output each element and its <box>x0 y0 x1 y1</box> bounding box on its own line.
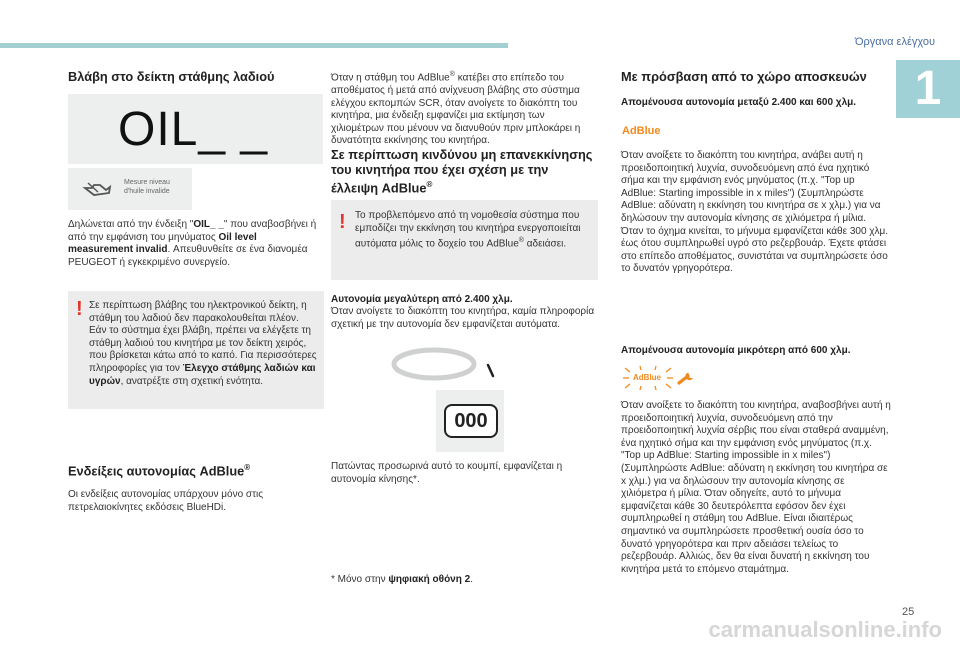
adblue-flashing-icon <box>622 364 674 392</box>
adblue-range-title: Ενδείξεις αυτονομίας AdBlue® <box>68 463 251 479</box>
restart-note-box <box>331 200 598 280</box>
adblue-flashing-label: AdBlue <box>633 373 661 382</box>
adblue-warning-icon: AdBlue <box>622 125 661 137</box>
warning-icon: ! <box>339 211 346 233</box>
range-2400-600-text: Όταν ανοίξετε το διακόπτη του κινητήρα, ανάβει αυτή η προειδοποιητική λυχνία, συνοδευόμενη από ένα ηχητικό σήμα και την εμφάνιση ενός μηνύματος (π.χ. "Top up AdBlue: Starting impossible in x miles") (Συμπληρώστε AdBlue: αδύνατη η εκκίνηση του κινητήρα σε x χλμ.) για να δηλώσουν την αυτονομία κίνησης σε χιλιόμετρα ή μίλια. Όταν το όχημα κινείται, το μήνυμα εμφανίζεται κάθε 300 χλμ. έως ότου συμπληρωθεί υγρό στο ρεζερβουάρ. Έχετε φτάσει στο επίπεδο αποθέματος, συνιστάται να συμπληρώσετε όσο το δυνατόν γρηγορότερα. <box>621 150 889 275</box>
watermark: carmanualsonline.info <box>708 617 942 642</box>
footnote: * Μόνο στην ψηφιακή οθόνη 2. <box>331 574 473 585</box>
range-over-2400-heading: Αυτονομία μεγαλύτερη από 2.400 χλμ. <box>331 294 513 305</box>
oil-fault-title: Βλάβη στο δείκτη στάθμης λαδιού <box>68 69 275 84</box>
restart-risk-title: Σε περίπτωση κινδύνου μη επανεκκίνησης του κινητήρα που έχει σχέση με την έλλειψη AdBlue® <box>331 147 593 196</box>
restart-note-text: Το προβλεπόμενο από τη νομοθεσία σύστημα που εμποδίζει την εκκίνηση του κινητήρα ενεργοποιείται αυτόματα μόλις το δοχείο του AdBlue® αδειάσει. <box>355 210 581 250</box>
warning-icon: ! <box>76 298 83 320</box>
oil-display-illustration <box>68 94 323 164</box>
trunk-access-title: Με πρόσβαση από το χώρο αποσκευών <box>621 69 867 84</box>
section-header: Όργανα ελέγχου <box>855 36 935 48</box>
oil-warning-illustration <box>68 168 192 210</box>
oil-display-text: OIL_ _ <box>118 103 269 156</box>
oil-note-box <box>68 291 324 409</box>
instrument-panel-sketch <box>376 343 516 385</box>
top-accent-bar <box>0 43 508 48</box>
range-button-icon: 000 <box>444 404 498 438</box>
range-under-600-heading: Απομένουσα αυτονομία μικρότερη από 600 χλμ. <box>621 345 851 356</box>
oil-note-text: Σε περίπτωση βλάβης του ηλεκτρονικού δείκτη, η στάθμη του λαδιού δεν παρακολουθείται πλέον. Εάν το σύστημα έχει βλάβη, πρέπει να ελέγξετε τη στάθμη λαδιού του κινητήρα με τον δείκτη χειρός, που βρίσκεται κάτω από το καπό. Για περισσότερες πληροφορίες για τον Έλεγχο στάθμης λαδιών και υγρών, ανατρέξτε στη σχετική ενότητα. <box>89 300 317 387</box>
adblue-range-intro: Οι ενδείξεις αυτονομίας υπάρχουν μόνο στις πετρελαιοκίνητες εκδόσεις BlueHDi. <box>68 489 264 513</box>
oil-fault-description: Δηλώνεται από την ένδειξη "OIL_ _" που αναβοσβήνει ή από την εμφάνιση του μηνύματος Oil level measurement invalid. Απευθυνθείτε σε ένα διανομέα PEUGEOT ή εγκεκριμένο συνεργείο. <box>68 219 317 268</box>
range-over-2400-text: Όταν ανοίγετε το διακόπτη του κινητήρα, καμία πληροφορία σχετική με την αυτονομία δεν εμφανίζεται αυτόματα. <box>331 306 595 330</box>
range-button-illustration <box>436 390 504 452</box>
oil-can-icon <box>82 177 112 201</box>
chapter-number: 1 <box>896 60 960 118</box>
page-number: 25 <box>902 606 915 618</box>
range-button-text: Πατώντας προσωρινά αυτό το κουμπί, εμφανίζεται η αυτονομία κίνησης*. <box>331 461 563 485</box>
wrench-icon <box>676 370 696 386</box>
range-under-600-text: Όταν ανοίξετε το διακόπτη του κινητήρα, αναβοσβήνει αυτή η προειδοποιητική λυχνία, συνοδευόμενη από την προειδοποιητική λυχνία σέρβις που είναι σταθερά αναμμένη, ένα ηχητικό σήμα και την εμφάνιση ενός μηνύματος (π.χ. "Top up AdBlue: Starting impossible in x miles") (Συμπληρώστε AdBlue: αδύνατη η εκκίνηση του κινητήρα σε x χλμ.) για να δηλώσουν την αυτονομία κίνησης σε χιλιόμετρα ή μίλια. Όταν οδηγείτε, αυτό το μήνυμα εμφανίζεται κάθε 30 δευτερόλεπτα εφόσον δεν έχει συμπληρωθεί η στάθμη του AdBlue. Είναι ιδιαιτέρως σημαντικό να συμπληρώσετε προσθετική ουσία όσο το δυνατό γρηγορότερα και πριν αδειάσει τελείως το ρεζερβουάρ. Αλλιώς, δεν θα είναι δυνατή η εκκίνηση του κινητήρα μετά το επόμενο σταμάτημα. <box>621 400 891 575</box>
adblue-level-text: Όταν η στάθμη του AdBlue® κατέβει στο επίπεδο του αποθέματος ή μετά από ανίχνευση βλάβης στο σύστημα ελέγχου εκπομπών SCR, όταν ανοίγετε το διακόπτη του κινητήρα, μια ένδειξη εμφανίζει μια εκτίμηση των χιλιομέτρων που μένουν να διανυθούν πριν μπλοκάρει η δυνατότητα εκκίνησης του κινητήρα. <box>331 71 581 147</box>
oil-warning-label: Mesure niveau d'huile invalide <box>124 179 170 195</box>
range-2400-600-heading: Απομένουσα αυτονομία μεταξύ 2.400 και 600 χλμ. <box>621 97 857 108</box>
